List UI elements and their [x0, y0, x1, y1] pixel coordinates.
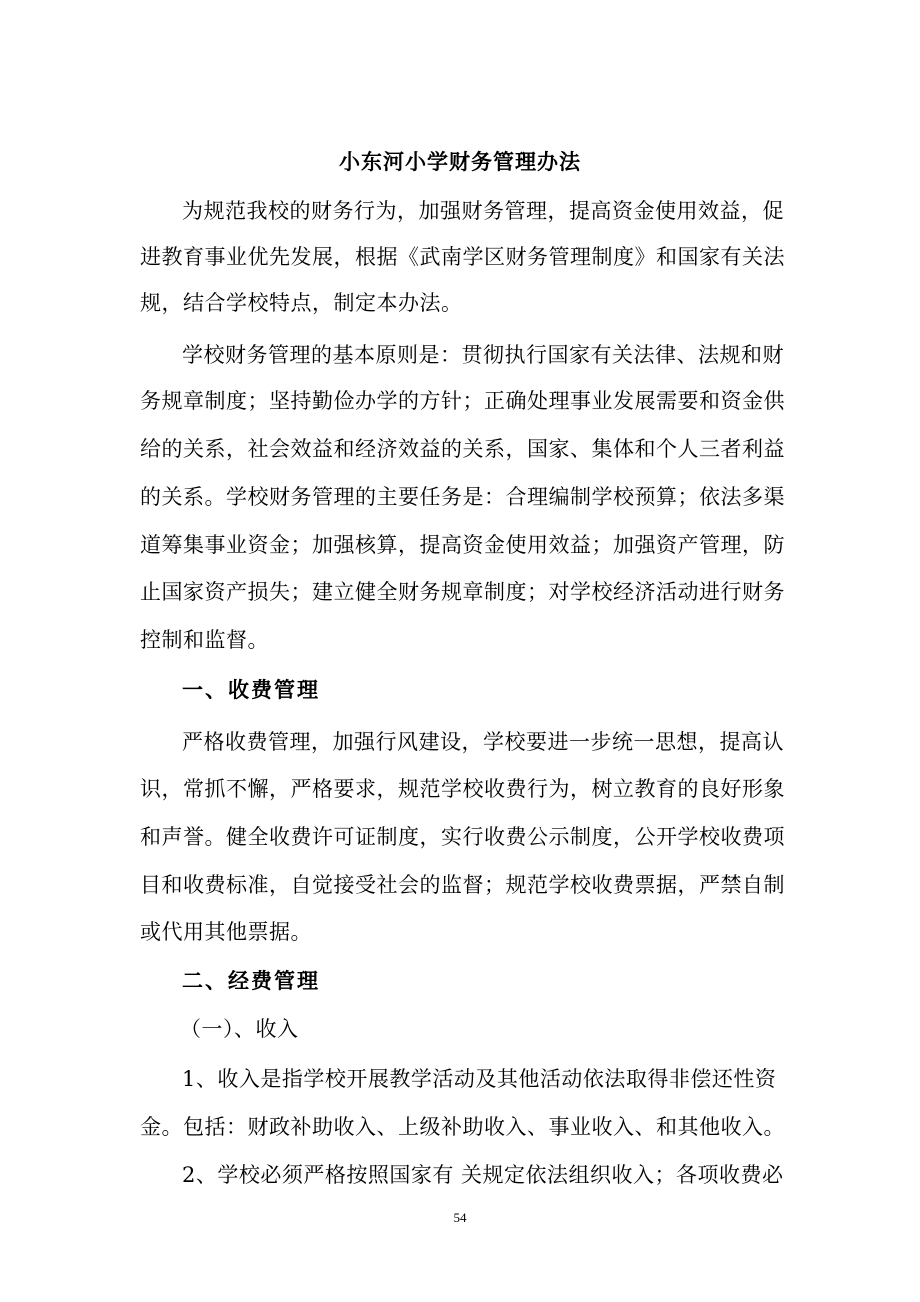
paragraph-line: 规，结合学校特点，制定本办法。: [140, 291, 463, 315]
subsection-heading: （一）、收入: [180, 1017, 299, 1041]
paragraph-line: 1、收入是指学校开展教学活动及其他活动依法取得非偿还性资: [182, 1067, 777, 1091]
paragraph-line: 或代用其他票据。: [140, 920, 312, 944]
paragraph-line: 的关系。学校财务管理的主要任务是：合理编制学校预算；依法多渠: [140, 485, 785, 509]
paragraph-line: 为规范我校的财务行为，加强财务管理，提高资金使用效益，促: [182, 199, 784, 223]
paragraph-line: 金。包括：财政补助收入、上级补助收入、事业收入、和其他收入。: [140, 1115, 785, 1139]
page-number: 54: [453, 1210, 467, 1225]
paragraph-line: 控制和监督。: [140, 628, 269, 652]
paragraph-line: 目和收费标准，自觉接受社会的监督；规范学校收费票据，严禁自制: [140, 873, 785, 897]
paragraph-line: 给的关系，社会效益和经济效益的关系，国家、集体和个人三者利益: [140, 437, 785, 461]
document-title: 小东河小学财务管理办法: [339, 149, 581, 174]
paragraph-line: 识，常抓不懈，严格要求，规范学校收费行为，树立教育的良好形象: [140, 777, 785, 801]
paragraph-line: 务规章制度；坚持勤俭办学的方针；正确处理事业发展需要和资金供: [140, 389, 785, 413]
paragraph-line: 进教育事业优先发展，根据《武南学区财务管理制度》和国家有关法: [140, 245, 785, 269]
section-heading: 二、经费管理: [182, 968, 320, 993]
section-heading: 一、收费管理: [182, 677, 320, 702]
paragraph-line: 和声誉。健全收费许可证制度，实行收费公示制度，公开学校收费项: [140, 825, 785, 849]
paragraph-line: 学校财务管理的基本原则是：贯彻执行国家有关法律、法规和财: [182, 343, 784, 367]
paragraph-line: 2、学校必须严格按照国家有 关规定依法组织收入；各项收费必: [182, 1163, 784, 1187]
paragraph-line: 严格收费管理，加强行风建设，学校要进一步统一思想，提高认: [182, 730, 784, 754]
paragraph-line: 道筹集事业资金；加强核算，提高资金使用效益；加强资产管理，防: [140, 533, 785, 557]
paragraph-line: 止国家资产损失；建立健全财务规章制度；对学校经济活动进行财务: [140, 580, 785, 604]
